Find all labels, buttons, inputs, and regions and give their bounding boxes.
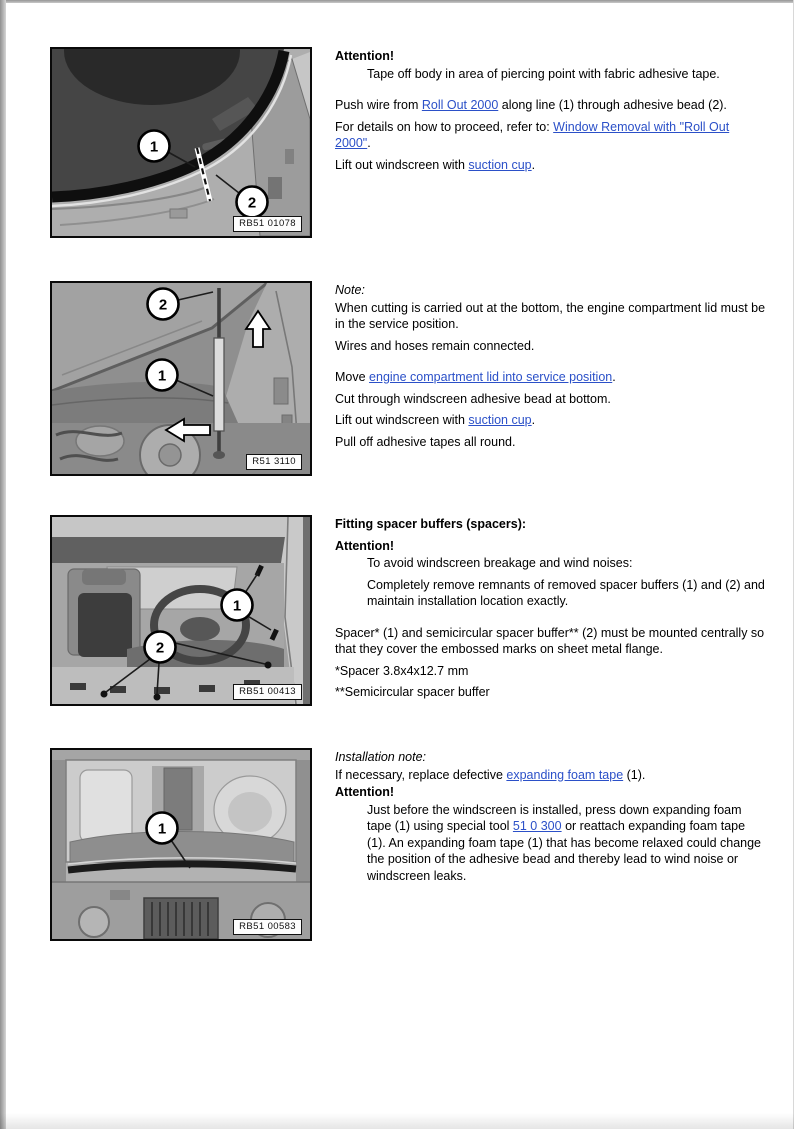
section-4-text (335, 748, 766, 889)
text-run: To avoid windscreen breakage and wind noises: (367, 556, 633, 570)
paragraph (335, 300, 766, 333)
text-run: . (531, 413, 536, 427)
text-run: Wires and hoses remain connected. (335, 338, 535, 353)
text-run: Spacer* (1) and semicircular spacer buffer** (2) must be mounted centrally so that they cover the embossed marks on sheet metal flange. (335, 625, 765, 656)
text-run: . (367, 136, 371, 150)
text-run: Push wire from (335, 98, 422, 112)
figure-engine-compartment-strut (50, 281, 312, 476)
figure-label: R51 3110 (246, 454, 302, 470)
paragraph (335, 412, 766, 429)
text-run: along line (1) through adhesive bead (2). (498, 98, 727, 112)
text-run: Cut through windscreen adhesive bead at bottom. (335, 391, 611, 406)
callout-1 (147, 360, 178, 391)
inline-link[interactable]: engine compartment lid into service position (369, 370, 613, 384)
paragraph (335, 48, 766, 65)
inline-link[interactable]: expanding foam tape (506, 767, 624, 782)
paragraph (335, 784, 766, 801)
paragraph (335, 516, 766, 533)
figure-label: RB51 00583 (233, 919, 302, 935)
paragraph (335, 767, 766, 784)
figure-illustration (52, 283, 310, 474)
procedure-section-2 (50, 281, 766, 476)
paragraph (335, 391, 766, 408)
svg-text:2: 2 (155, 639, 165, 657)
svg-text:2: 2 (247, 194, 257, 212)
text-run: When cutting is carried out at the bottom, the engine compartment lid must be in the service position. (335, 300, 766, 331)
text-run: Note: (335, 283, 365, 297)
text-run: Just before the windscreen is installed, press down expanding foam tape (1) using special tool (367, 802, 742, 833)
figure-label: RB51 00413 (233, 684, 302, 700)
paragraph (335, 684, 766, 701)
paragraph (335, 538, 766, 555)
section-2-text (335, 281, 766, 455)
figure-spacer-buffer-locations (50, 515, 312, 706)
text-run: . (612, 370, 616, 384)
paragraph (367, 802, 766, 885)
figure-illustration (52, 49, 310, 236)
text-run: Attention! (335, 785, 395, 799)
paragraph (335, 338, 766, 355)
paragraph (335, 749, 766, 766)
text-run: Attention! (335, 49, 395, 63)
text-run: If necessary, replace defective (335, 767, 507, 782)
paragraph (335, 434, 766, 451)
inline-link[interactable]: 51 0 300 (512, 819, 562, 833)
figure-label: RB51 01078 (233, 216, 302, 232)
text-run: Tape off body in area of piercing point with fabric adhesive tape. (367, 66, 720, 81)
text-run: Lift out windscreen with (335, 157, 469, 172)
paragraph (367, 66, 766, 83)
figure-illustration (52, 750, 310, 939)
figure-illustration (52, 517, 310, 704)
svg-text:2: 2 (158, 296, 168, 314)
text-run: or reattach expanding foam tape (1). An expanding foam tape (1) that has become relaxed could change the position of the adhesive bead and thereby lead to wind noise or windscreen leaks. (367, 819, 762, 883)
svg-text:1: 1 (157, 820, 167, 838)
inline-link[interactable]: Window Removal with "Roll Out 2000" (335, 119, 730, 150)
section-1-text (335, 47, 766, 178)
svg-text:1: 1 (232, 597, 242, 615)
callout-2 (148, 289, 179, 320)
text-run: Completely remove remnants of removed spacer buffers (1) and (2) and maintain installation location exactly. (367, 577, 765, 608)
text-run: For details on how to proceed, refer to: (335, 119, 554, 134)
paragraph (335, 97, 766, 114)
text-run: Pull off adhesive tapes all round. (335, 434, 516, 449)
figure-expanding-foam-tape (50, 748, 312, 941)
callout-1 (222, 590, 253, 621)
page-edge-top (0, 0, 794, 3)
procedure-section-4 (50, 748, 766, 941)
svg-text:1: 1 (149, 138, 159, 156)
text-run: Attention! (335, 538, 395, 553)
procedure-section-3 (50, 515, 766, 706)
inline-link[interactable]: Roll Out 2000 (421, 98, 499, 112)
text-run: *Spacer 3.8x4x12.7 mm (335, 663, 469, 678)
callout-2 (237, 187, 268, 218)
text-run: Fitting spacer buffers (spacers): (335, 517, 527, 531)
paragraph (367, 555, 766, 572)
svg-text:1: 1 (157, 367, 167, 385)
callout-2 (145, 632, 176, 663)
section-3-text (335, 515, 766, 706)
inline-link[interactable]: suction cup (468, 157, 532, 172)
paragraph (335, 625, 766, 658)
page-bottom-shade (0, 1113, 794, 1129)
paragraph (335, 119, 766, 152)
callout-1 (139, 131, 170, 162)
paragraph (335, 282, 766, 299)
inline-link[interactable]: suction cup (468, 413, 532, 427)
paragraph (335, 369, 766, 386)
paragraph (335, 157, 766, 174)
paragraph (367, 577, 766, 610)
text-run: **Semicircular spacer buffer (335, 685, 490, 699)
figure-windscreen-piercing (50, 47, 312, 238)
paragraph (335, 663, 766, 680)
text-run: (1). (623, 767, 646, 782)
procedure-section-1 (50, 47, 766, 238)
text-run: Move (335, 370, 370, 384)
callout-1 (147, 813, 178, 844)
text-run: Installation note: (335, 750, 427, 764)
text-run: Lift out windscreen with (335, 413, 469, 427)
page-edge-left (0, 0, 6, 1129)
text-run: . (531, 157, 536, 172)
